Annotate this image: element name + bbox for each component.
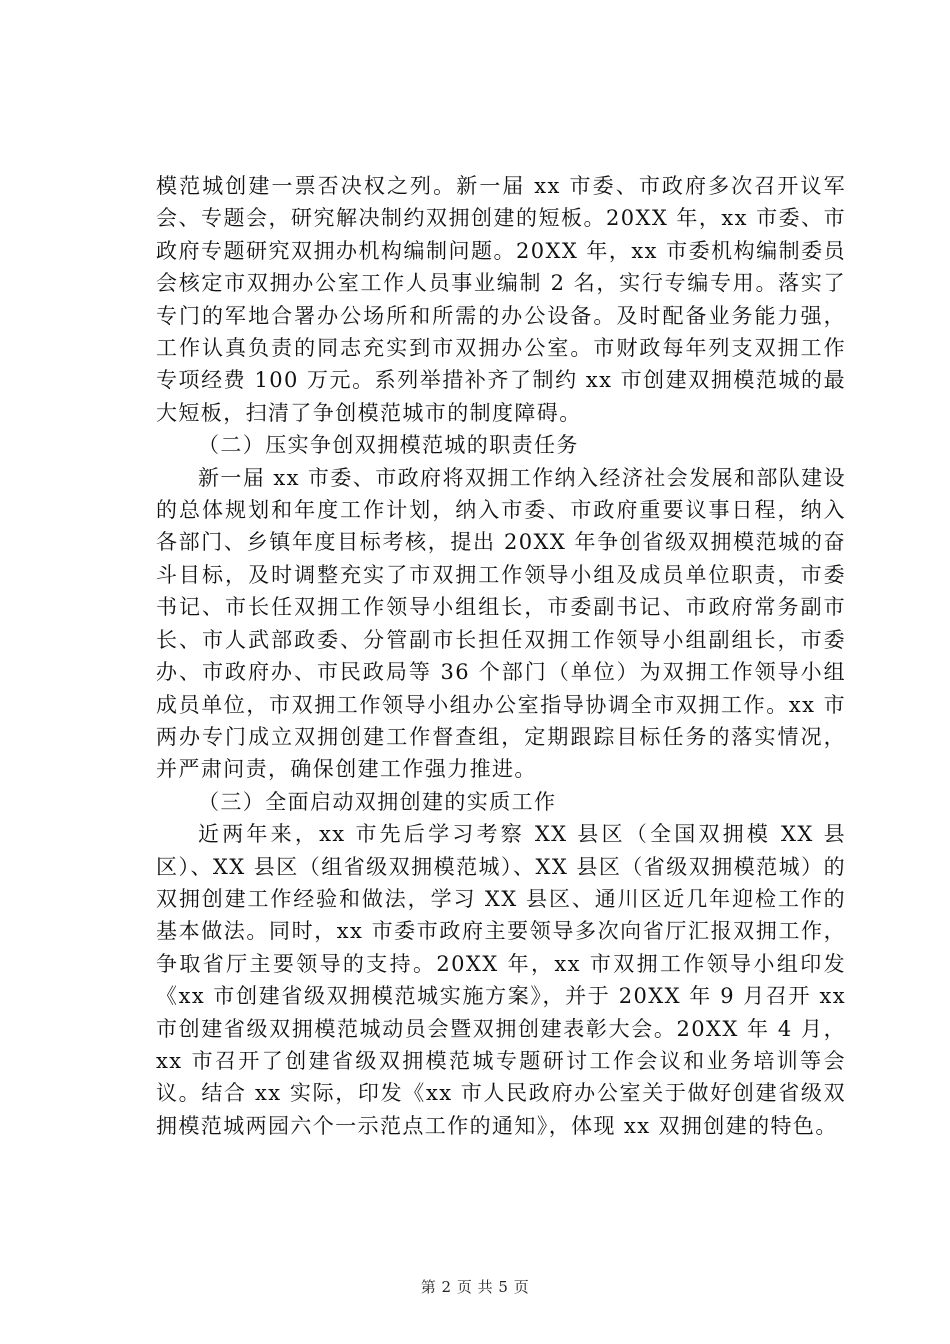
- body-paragraph: 模范城创建一票否决权之列。新一届 xx 市委、市政府多次召开议军会、专题会，研究解决制约双拥创建的短板。20XX 年，xx 市委、市政府专题研究双拥办机构编制问题。20XX 年，xx 市委机构编制委员会核定市双拥办公室工作人员事业编制 2 名，实行专编专用。落实了专门的军地合署办公场所和所需的办公设备。及时配备业务能力强，工作认真负责的同志充实到市双拥办公室。市财政每年列支双拥工作专项经费 100 万元。系列举措补齐了制约 xx 市创建双拥模范城的最大短板，扫清了争创模范城市的制度障碍。: [156, 174, 846, 425]
- section-heading: （二）压实争创双拥模范城的职责任务: [198, 433, 579, 458]
- body-paragraph: 新一届 xx 市委、市政府将双拥工作纳入经济社会发展和部队建设的总体规划和年度工作计划，纳入市委、市政府重要议事日程，纳入各部门、乡镇年度目标考核，提出 20XX 年争创省级双拥模范城的奋斗目标，及时调整充实了市双拥工作领导小组及成员单位职责，市委书记、市长任双拥工作领导小组组长，市委副书记、市政府常务副市长、市人武部政委、分管副市长担任双拥工作领导小组副组长，市委办、市政府办、市民政局等 36 个部门（单位）为双拥工作领导小组成员单位，市双拥工作领导小组办公室指导协调全市双拥工作。xx 市两办专门成立双拥创建工作督查组，定期跟踪目标任务的落实情况，并严肃问责，确保创建工作强力推进。: [156, 465, 846, 782]
- body-paragraph: 近两年来，xx 市先后学习考察 XX 县区（全国双拥模 XX 县区）、XX 县区（组省级双拥模范城）、XX 县区（省级双拥模范城）的双拥创建工作经验和做法，学习 XX 县区、通川区近几年迎检工作的基本做法。同时，xx 市委市政府主要领导多次向省厅汇报双拥工作，争取省厅主要领导的支持。20XX 年，xx 市双拥工作领导小组印发《xx 市创建省级双拥模范城实施方案》，并于 20XX 年 9 月召开 xx 市创建省级双拥模范城动员会暨双拥创建表彰大会。20XX 年 4 月，xx 市召开了创建省级双拥模范城专题研讨工作会议和业务培训等会议。结合 xx 实际，印发《xx 市人民政府办公室关于做好创建省级双拥模范城两园六个一示范点工作的通知》，体现 xx 双拥创建的特色。: [156, 822, 846, 1138]
- document-body: [156, 170, 846, 1142]
- section-heading: （三）全面启动双拥创建的实质工作: [198, 789, 557, 814]
- page-footer: 第 2 页 共 5 页: [420, 1278, 530, 1296]
